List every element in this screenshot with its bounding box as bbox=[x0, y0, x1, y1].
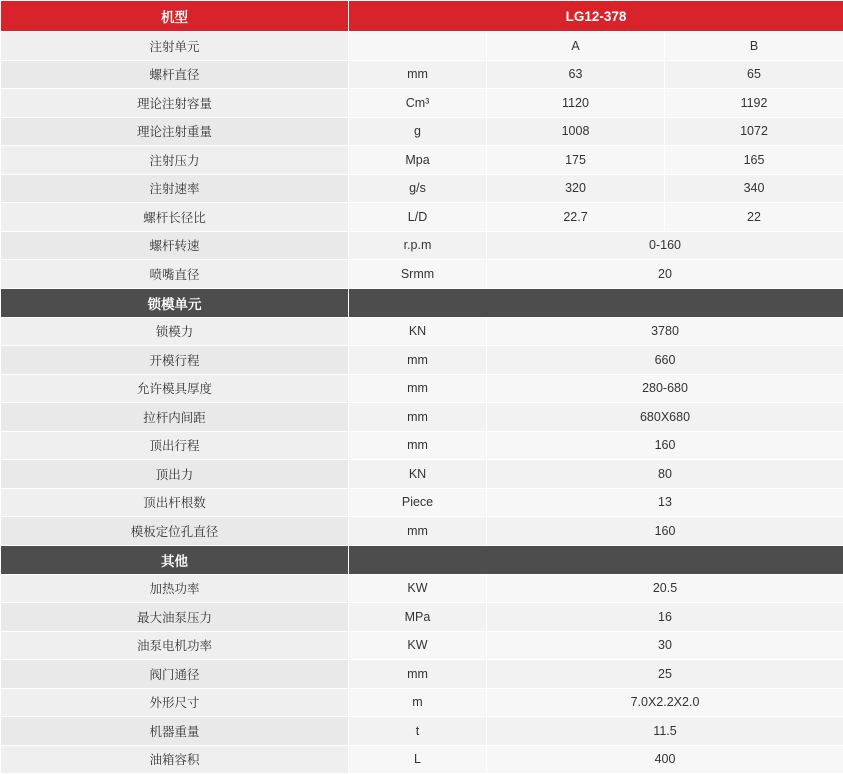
row-label: 注射单元 bbox=[1, 32, 349, 61]
row-value-a: 175 bbox=[487, 146, 665, 175]
row-label: 螺杆直径 bbox=[1, 60, 349, 89]
header-model-cell: LG12-378 bbox=[349, 1, 843, 32]
row-unit: KN bbox=[349, 317, 487, 346]
row-value-a: 63 bbox=[487, 60, 665, 89]
row-unit: MPa bbox=[349, 603, 487, 632]
row-value: 11.5 bbox=[487, 717, 843, 746]
row-value-b: B bbox=[665, 32, 843, 61]
row-label: 顶出力 bbox=[1, 460, 349, 489]
row-label: 开模行程 bbox=[1, 346, 349, 375]
row-unit: mm bbox=[349, 517, 487, 546]
table-row bbox=[1, 603, 843, 632]
row-value-b: 22 bbox=[665, 203, 843, 232]
row-unit: KN bbox=[349, 460, 487, 489]
row-value: 20 bbox=[487, 260, 843, 289]
row-unit: KW bbox=[349, 574, 487, 603]
row-unit: mm bbox=[349, 374, 487, 403]
row-unit bbox=[349, 32, 487, 61]
row-value: 25 bbox=[487, 660, 843, 689]
table-row bbox=[1, 688, 843, 717]
table-row bbox=[1, 660, 843, 689]
row-value-b: 165 bbox=[665, 146, 843, 175]
row-unit: L/D bbox=[349, 203, 487, 232]
row-unit: Srmm bbox=[349, 260, 487, 289]
section-blank-cell bbox=[349, 545, 843, 574]
table-row bbox=[1, 260, 843, 289]
section-label: 其他 bbox=[1, 545, 349, 574]
row-label: 顶出杆根数 bbox=[1, 488, 349, 517]
row-label: 外形尺寸 bbox=[1, 688, 349, 717]
row-unit: Cm³ bbox=[349, 89, 487, 118]
table-body bbox=[1, 1, 843, 774]
table-row bbox=[1, 346, 843, 375]
row-value: 160 bbox=[487, 431, 843, 460]
table-row bbox=[1, 117, 843, 146]
row-unit: r.p.m bbox=[349, 231, 487, 260]
row-unit: g/s bbox=[349, 174, 487, 203]
table-row bbox=[1, 146, 843, 175]
row-label: 油箱容积 bbox=[1, 745, 349, 774]
header-label-cell: 机型 bbox=[1, 1, 349, 32]
table-row bbox=[1, 203, 843, 232]
row-value-a: 22.7 bbox=[487, 203, 665, 232]
row-label: 油泵电机功率 bbox=[1, 631, 349, 660]
table-row bbox=[1, 32, 843, 61]
row-unit: t bbox=[349, 717, 487, 746]
table-row bbox=[1, 631, 843, 660]
row-value: 400 bbox=[487, 745, 843, 774]
row-value: 30 bbox=[487, 631, 843, 660]
row-label: 最大油泵压力 bbox=[1, 603, 349, 632]
row-value: 16 bbox=[487, 603, 843, 632]
row-label: 喷嘴直径 bbox=[1, 260, 349, 289]
row-unit: Piece bbox=[349, 488, 487, 517]
row-value-a: A bbox=[487, 32, 665, 61]
table-row bbox=[1, 89, 843, 118]
row-value: 680X680 bbox=[487, 403, 843, 432]
row-label: 理论注射重量 bbox=[1, 117, 349, 146]
row-label: 注射压力 bbox=[1, 146, 349, 175]
row-label: 螺杆转速 bbox=[1, 231, 349, 260]
table-row bbox=[1, 431, 843, 460]
row-value: 660 bbox=[487, 346, 843, 375]
row-unit: KW bbox=[349, 631, 487, 660]
row-label: 模板定位孔直径 bbox=[1, 517, 349, 546]
table-row bbox=[1, 374, 843, 403]
row-label: 阀门通径 bbox=[1, 660, 349, 689]
row-value-a: 320 bbox=[487, 174, 665, 203]
row-value-a: 1008 bbox=[487, 117, 665, 146]
row-label: 螺杆长径比 bbox=[1, 203, 349, 232]
table-row bbox=[1, 517, 843, 546]
row-unit: mm bbox=[349, 403, 487, 432]
table-row bbox=[1, 745, 843, 774]
table-header-row bbox=[1, 1, 843, 32]
row-unit: Mpa bbox=[349, 146, 487, 175]
row-unit: mm bbox=[349, 431, 487, 460]
table-row bbox=[1, 60, 843, 89]
row-value: 280-680 bbox=[487, 374, 843, 403]
row-value-b: 65 bbox=[665, 60, 843, 89]
section-label: 锁模单元 bbox=[1, 288, 349, 317]
row-label: 锁模力 bbox=[1, 317, 349, 346]
row-unit: L bbox=[349, 745, 487, 774]
row-value-b: 1192 bbox=[665, 89, 843, 118]
table-row bbox=[1, 574, 843, 603]
row-value: 0-160 bbox=[487, 231, 843, 260]
row-value: 20.5 bbox=[487, 574, 843, 603]
row-value: 80 bbox=[487, 460, 843, 489]
table-row bbox=[1, 231, 843, 260]
table-row bbox=[1, 403, 843, 432]
row-value: 160 bbox=[487, 517, 843, 546]
row-label: 拉杆内间距 bbox=[1, 403, 349, 432]
table-row bbox=[1, 717, 843, 746]
row-unit: m bbox=[349, 688, 487, 717]
table-row bbox=[1, 488, 843, 517]
row-unit: mm bbox=[349, 346, 487, 375]
row-unit: g bbox=[349, 117, 487, 146]
row-label: 注射速率 bbox=[1, 174, 349, 203]
row-value-b: 340 bbox=[665, 174, 843, 203]
row-label: 顶出行程 bbox=[1, 431, 349, 460]
table-section-row bbox=[1, 545, 843, 574]
table-row bbox=[1, 174, 843, 203]
row-value: 7.0X2.2X2.0 bbox=[487, 688, 843, 717]
table-row bbox=[1, 317, 843, 346]
row-unit: mm bbox=[349, 60, 487, 89]
row-label: 理论注射容量 bbox=[1, 89, 349, 118]
row-unit: mm bbox=[349, 660, 487, 689]
row-value: 13 bbox=[487, 488, 843, 517]
section-blank-cell bbox=[349, 288, 843, 317]
row-label: 加热功率 bbox=[1, 574, 349, 603]
row-value: 3780 bbox=[487, 317, 843, 346]
row-label: 机器重量 bbox=[1, 717, 349, 746]
row-label: 允许模具厚度 bbox=[1, 374, 349, 403]
row-value-a: 1120 bbox=[487, 89, 665, 118]
table-section-row bbox=[1, 288, 843, 317]
row-value-b: 1072 bbox=[665, 117, 843, 146]
table-row bbox=[1, 460, 843, 489]
